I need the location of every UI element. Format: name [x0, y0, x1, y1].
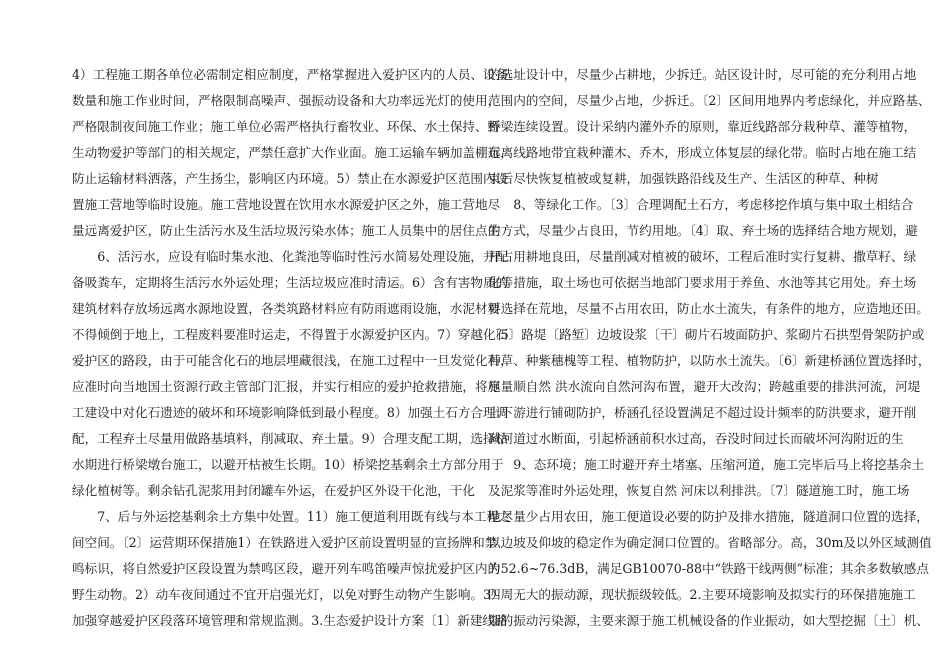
text-line: 的选址设计中，尽量少占耕地，少拆迁。站区设计时，尽可能的充分利用占地 — [488, 67, 917, 82]
text-line: 防止运输材料洒落，产生扬尘，影响区内环境。5）禁止在水源爱护区范围内设 — [72, 171, 509, 186]
text-line: 量远离爱护区，防止生活污水及生活垃圾污染水体；施工人员集中的居住点生 — [72, 223, 501, 238]
text-line: 为52.6~76.3dB，满足GB10070-88中“铁路干线两侧”标准；其余多数敏感点 — [488, 561, 929, 576]
text-line: 的方式，尽量少占良田，节约用地。〔4〕取、弃土场的选择结合地方规划，避 — [488, 223, 918, 238]
text-line: 生动物爱护等部门的相关规定，严禁任意扩大作业面。施工运输车辆加盖棚布， — [72, 145, 513, 160]
text-line: 上下游进行铺砌防护，桥涵孔径设置满足不超过设计频率的防洪要求，避开削 — [488, 405, 917, 420]
text-line: 9、态环境；施工时避开弃土堵塞、压缩河道，施工完毕后马上将挖基余土 — [488, 457, 925, 472]
text-line: 应准时向当地国土资源行政主管部门汇报，并实行相应的爱护抢救措施，将施 — [72, 379, 501, 394]
text-line: 7、后与外运挖基剩余土方集中处置。11）施工便道利用既有线与本工程之 — [72, 509, 512, 524]
text-line: 加强穿越爱护区段落环境管理和常规监测。3.生态爱护设计方案〔1〕新建线路 — [72, 613, 508, 628]
text-line: 四周无大的振动源，现状振级较低。2.主要环境影响及拟实行的环保措施施工 — [488, 587, 916, 602]
text-line: 开占用耕地良田，尽量削减对植被的破坏，工程后准时实行复耕、撒草籽、绿 — [488, 249, 917, 264]
text-line: 以边坡及仰坡的稳定作为确定洞口位置的。省略部分。高，30m及以外区域测值 — [488, 535, 932, 550]
text-line: 及泥浆等准时外运处理，恢复自然 河床以利排洪。〔7〕隧道施工时，施工场 — [488, 483, 910, 498]
text-line: 〔5〕路堤〔路堑〕边坡设浆〔干〕砌片石坡面防护、浆砌片石拱型骨架防护或 — [488, 327, 925, 342]
text-line: 建筑材料存放场远离水源地设置，各类筑路材料应有防雨遮雨设施，水泥材料 — [72, 301, 501, 316]
text-line: 桥梁连续设置。设计采纳内灌外乔的原则，靠近线路部分栽种草、灌等植物， — [488, 119, 917, 134]
text-line: 绿化植树等。剩余钻孔泥浆用封闭罐车外运，在爱护区外设干化池，干化 — [72, 483, 475, 498]
text-line: 间空间。〔2〕运营期环保措施1）在铁路进入爱护区前设置明显的宣扬牌和禁 — [72, 535, 498, 550]
text-line: 种草、种紫穗槐等工程、植物防护，以防水土流失。〔6〕新建桥涵位置选择时， — [488, 353, 931, 368]
text-line: 要选择在荒地，尽量不占用农田，防止水土流失，有条件的地方，应造地还田。 — [488, 301, 929, 316]
text-line: 地尽量少占用农田，施工便道设必要的防护及排水措施，隧道洞口位置的选择， — [488, 509, 929, 524]
text-line: 8、等绿化工作。〔3〕合理调配土石方，考虑移挖作填与集中取土相结合 — [488, 197, 914, 212]
text-line: 爱护区的路段，由于可能含化石的地层埋藏很浅，在施工过程中一旦发觉化石， — [72, 353, 513, 368]
text-line: 备吸粪车，定期将生活污水外运处理；生活垃圾应准时清运。6）含有害物质的 — [72, 275, 509, 290]
text-line: 尽量顺自然 洪水流向自然河沟布置，避开大改沟；跨越重要的排洪河流，河堤 — [488, 379, 921, 394]
text-line: 鸣标识，将自然爱护区段设置为禁鸣区段，避开列车鸣笛噪声惊扰爱护区内的 — [72, 561, 501, 576]
text-line: 置施工营地等临时设施。施工营地设置在饮用水水源爱护区之外，施工营地尽 — [72, 197, 501, 212]
text-line: 配，工程弃土尽量用做路基填料，削减取、弃土量。9）合理支配工期，选择枯 — [72, 431, 509, 446]
text-line: 化等措施，取土场也可依据当地部门要求用于养鱼、水池等其它用处。弃土场 — [488, 275, 917, 290]
text-line: 6、活污水，应设有临时集水池、化粪池等临时性污水简易处理设施，并配 — [72, 249, 509, 264]
text-line: 不得倾倒于地上，工程废料要准时运走，不得置于水源爱护区内。7）穿越化石 — [72, 327, 509, 342]
text-line: 水期进行桥梁墩台施工，以避开枯被生长期。10）桥梁挖基剩余土方部分用于 — [72, 457, 504, 472]
right-text-column — [488, 62, 932, 634]
text-line: 野生动物。2）动车夜间通过不宜开启强光灯，以免对野生动物产生影响。3） — [72, 587, 504, 602]
text-line: 严格限制夜间施工作业；施工单位必需严格执行畜牧业、环保、水土保持、野 — [72, 119, 501, 134]
text-line: 数量和施工作业时间，严格限制高噪声、强振动设备和大功率远光灯的使用， — [72, 93, 501, 108]
text-line: 工建设中对化石遗迹的破坏和环境影响降低到最小程度。8）加强土石方合理调 — [72, 405, 509, 420]
text-line: 束后尽快恢复植被或复耕，加强铁路沿线及生产、生活区的种草、种树 — [488, 171, 879, 186]
text-line: 4）工程施工期各单位必需制定相应制度，严格掌握进入爱护区内的人员、设备 — [72, 67, 509, 82]
text-line: 减河道过水断面，引起桥涵前积水过高，吞没时间过长而破坏河沟附近的生 — [488, 431, 904, 446]
left-text-column — [72, 62, 513, 634]
text-line: 期的振动污染源，主要来源于施工机械设备的作业振动，如大型挖掘〔土〕机、 — [488, 613, 929, 628]
text-line: 远离线路地带宜栽种灌木、乔木，形成立体复层的绿化带。临时占地在施工结 — [488, 145, 917, 160]
text-line: 范围内的空间，尽量少占地，少拆迁。〔2〕区间用地界内考虑绿化，并应路基、 — [488, 93, 931, 108]
